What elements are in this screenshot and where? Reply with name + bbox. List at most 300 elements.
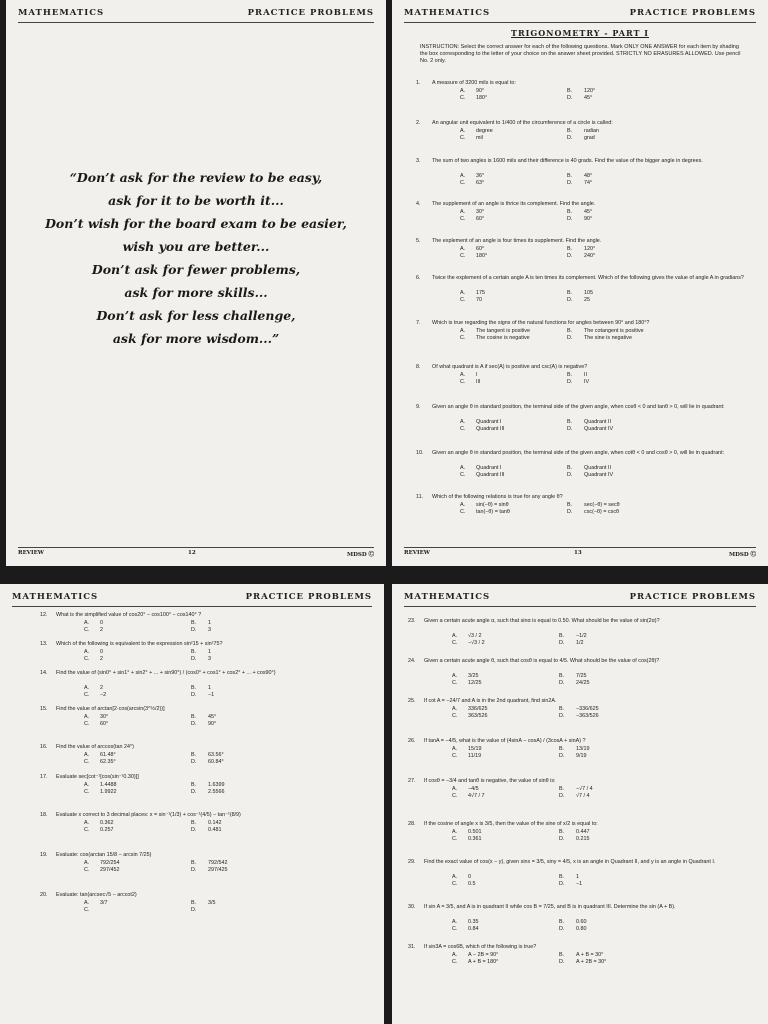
question-number: 31. xyxy=(408,944,416,950)
choice-c: 180° xyxy=(476,253,488,259)
choice-b: sec(−θ) = secθ xyxy=(584,502,620,508)
question-text: Find the value of (sin0° + sin1° + sin2° + ... + sin90°) / (cos0° + cos1° + cos2° + ... + cos90°) xyxy=(56,670,276,676)
choice-b: 3/5 xyxy=(208,900,216,906)
choice-letter: C. xyxy=(460,216,466,222)
choice-letter: B. xyxy=(567,173,573,179)
choice-letter: A. xyxy=(452,829,458,835)
choice-b: 63.56° xyxy=(208,752,224,758)
choice-letter: C. xyxy=(460,379,466,385)
choice-letter: D. xyxy=(559,640,565,646)
choice-a: I xyxy=(476,372,478,378)
question-number: 5. xyxy=(416,238,421,244)
question xyxy=(416,120,752,160)
choice-letter: A. xyxy=(84,820,90,826)
choice-letter: A. xyxy=(84,649,90,655)
choice-letter: A. xyxy=(84,782,90,788)
question-text: Twice the explement of a certain angle A is ten times its complement. Which of the following gives the value of angle A in gradians? xyxy=(432,275,744,281)
choice-d: 9/19 xyxy=(576,753,587,759)
choice-d: A + 2B = 30° xyxy=(576,959,607,965)
choice-d: −1 xyxy=(208,692,215,698)
choice-letter: D. xyxy=(191,627,197,633)
choice-letter: B. xyxy=(567,372,573,378)
question xyxy=(416,450,752,490)
choice-letter: A. xyxy=(460,502,466,508)
choice-c: 60° xyxy=(100,721,109,727)
choice-letter: D. xyxy=(559,753,565,759)
choice-letter: C. xyxy=(84,789,90,795)
choice-a: 0 xyxy=(100,620,103,626)
choice-letter: C. xyxy=(452,753,458,759)
choice-letter: D. xyxy=(191,759,197,765)
choice-letter: A. xyxy=(460,173,466,179)
choice-letter: C. xyxy=(460,135,466,141)
choice-d: 3 xyxy=(208,627,211,633)
choice-a: 60° xyxy=(476,246,485,252)
choice-letter: D. xyxy=(567,135,573,141)
choice-b: 0.60 xyxy=(576,919,587,925)
question-text: Given an angle θ in standard position, the terminal side of the given angle, when cosθ < 0 and tanθ > 0, will lie in quadrant: xyxy=(432,404,725,410)
choice-c: −√3 / 2 xyxy=(468,640,485,646)
choice-letter: B. xyxy=(567,465,573,471)
choice-letter: B. xyxy=(567,290,573,296)
choice-letter: A. xyxy=(452,919,458,925)
choice-letter: A. xyxy=(84,900,90,906)
question-number: 1. xyxy=(416,80,421,86)
choice-c: 0.84 xyxy=(468,926,479,932)
choice-letter: B. xyxy=(567,328,573,334)
question-number: 8. xyxy=(416,364,421,370)
question-text: What is the simplified value of cos20° − cos100° − cos140° ? xyxy=(56,612,202,618)
choice-a: 15/19 xyxy=(468,746,482,752)
choice-a: 336/625 xyxy=(468,706,488,712)
choice-letter: C. xyxy=(460,95,466,101)
choice-letter: D. xyxy=(567,297,573,303)
page-header xyxy=(18,8,374,23)
question-number: 15. xyxy=(40,706,48,712)
choice-letter: C. xyxy=(452,836,458,842)
choice-a: Quadrant I xyxy=(476,419,502,425)
question-text: Evaluate x correct to 3 decimal places: x = sin⁻¹(1/3) + cos⁻¹(4/5) − tan⁻¹(8/9) xyxy=(56,812,241,818)
question xyxy=(40,812,368,852)
choice-letter: D. xyxy=(567,216,573,222)
choice-d: 45° xyxy=(584,95,593,101)
quote-line: ask for more wisdom...” xyxy=(112,331,280,346)
choice-b: −√7 / 4 xyxy=(576,786,593,792)
question-number: 20. xyxy=(40,892,48,898)
page-number: 13 xyxy=(574,550,582,556)
question xyxy=(416,201,752,241)
question-text: Of what quadrant is A if sec(A) is positive and csc(A) is negative? xyxy=(432,364,588,370)
choice-letter: C. xyxy=(84,867,90,873)
question-number: 12. xyxy=(40,612,48,618)
choice-letter: A. xyxy=(460,465,466,471)
choice-a: 0.362 xyxy=(100,820,114,826)
section-title: TRIGONOMETRY - PART I xyxy=(511,28,649,38)
choice-letter: C. xyxy=(84,907,90,913)
choice-d: 0.80 xyxy=(576,926,587,932)
page-practice-problems-3 xyxy=(0,584,384,1024)
choice-letter: B. xyxy=(559,746,565,752)
question-number: 28. xyxy=(408,821,416,827)
question-text: If tanA = −4/5, what is the value of (4sinA − cosA) / (3cosA + sinA) ? xyxy=(424,738,586,744)
choice-b: II xyxy=(584,372,587,378)
choice-d: 3 xyxy=(208,656,211,662)
question-number: 18. xyxy=(40,812,48,818)
choice-b: 1 xyxy=(208,685,211,691)
choice-c: The cosine is negative xyxy=(476,335,530,341)
choice-c: 2 xyxy=(100,627,103,633)
page-practice-problems-4 xyxy=(392,584,768,1024)
question-number: 3. xyxy=(416,158,421,164)
choice-letter: B. xyxy=(191,820,197,826)
page-number: 12 xyxy=(188,550,196,556)
question xyxy=(416,80,752,120)
question-number: 23. xyxy=(408,618,416,624)
choice-letter: C. xyxy=(452,713,458,719)
question-text: Evaluate: tan(arcsec√5 − arccot2) xyxy=(56,892,137,898)
footer-right: MDSD Ⓒ xyxy=(346,552,374,558)
choice-d: Quadrant IV xyxy=(584,472,614,478)
choice-c: 62.35° xyxy=(100,759,116,765)
choice-a: The tangent is positive xyxy=(476,328,530,334)
choice-letter: D. xyxy=(567,335,573,341)
choice-c: 0.5 xyxy=(468,881,476,887)
choice-a: 0.501 xyxy=(468,829,482,835)
choice-letter: A. xyxy=(460,246,466,252)
question xyxy=(40,670,368,710)
choice-letter: A. xyxy=(452,706,458,712)
choice-c: A + B = 180° xyxy=(468,959,499,965)
choice-d: The sine is negative xyxy=(584,335,632,341)
header-title: PRACTICE PROBLEMS xyxy=(629,8,756,18)
choice-letter: A. xyxy=(84,714,90,720)
page-trigonometry-part-1 xyxy=(392,0,768,566)
question-text: Given a certain acute angle α, such that sinα is equal to 0.50. What should be the value of sin(2α)? xyxy=(424,618,660,624)
question-text: Given a certain acute angle θ, such that cosθ is equal to 4/5. What should be the value of cos(2θ)? xyxy=(424,658,660,664)
question-text: Find the value of arctan[2·cos(arcsin(3^½/2))] xyxy=(56,706,165,712)
choice-letter: B. xyxy=(559,952,565,958)
question xyxy=(416,158,752,198)
question xyxy=(40,892,368,932)
choice-a: degree xyxy=(476,128,493,134)
choice-letter: C. xyxy=(460,297,466,303)
choice-a: sin(−θ) = sinθ xyxy=(476,502,509,508)
choice-c: 2 xyxy=(100,656,103,662)
choice-b: 48° xyxy=(584,173,593,179)
choice-d: grad xyxy=(584,135,595,141)
choice-d: 0.481 xyxy=(208,827,222,833)
choice-letter: D. xyxy=(559,926,565,932)
instructions: INSTRUCTION: Select the correct answer for each of the following questions. Mark ONLY ONE ANSWER for each item by shading the box corresponding to the letter of your choice on the answer sheet provided. STRICTLY NO ERASURES ALLOWED. Use pencil No. 2 only. xyxy=(420,44,741,64)
footer-left: REVIEW xyxy=(404,550,430,556)
choice-letter: D. xyxy=(567,253,573,259)
header-subject: MATHEMATICS xyxy=(12,592,99,602)
choice-a: 30° xyxy=(476,209,485,215)
choice-a: 0 xyxy=(468,874,471,880)
question-number: 4. xyxy=(416,201,421,207)
choice-letter: A. xyxy=(84,860,90,866)
choice-letter: D. xyxy=(191,789,197,795)
choice-c: 63° xyxy=(476,180,485,186)
choice-c: 0.361 xyxy=(468,836,482,842)
question-text: If cot A = −24/7 and A is in the 2nd quadrant, find sin2A. xyxy=(424,698,557,704)
choice-letter: D. xyxy=(191,721,197,727)
choice-letter: B. xyxy=(559,633,565,639)
choice-d: 0.215 xyxy=(576,836,590,842)
choice-letter: B. xyxy=(559,673,565,679)
question-number: 2. xyxy=(416,120,421,126)
choice-c: Quadrant III xyxy=(476,426,505,432)
choice-d: 2.5566 xyxy=(208,789,225,795)
question-text: If cosθ = −3/4 and tanθ is negative, the value of sinθ is: xyxy=(424,778,556,784)
choice-letter: D. xyxy=(567,509,573,515)
header-title: PRACTICE PROBLEMS xyxy=(247,8,374,18)
choice-a: 792/254 xyxy=(100,860,120,866)
choice-letter: A. xyxy=(460,328,466,334)
choice-a: 2 xyxy=(100,685,103,691)
question-text: Which is true regarding the signs of the natural functions for angles between 90° and 180°? xyxy=(432,320,650,326)
header-title: PRACTICE PROBLEMS xyxy=(245,592,372,602)
choice-letter: C. xyxy=(452,959,458,965)
choice-letter: A. xyxy=(460,372,466,378)
choice-b: Quadrant II xyxy=(584,419,611,425)
choice-letter: D. xyxy=(191,867,197,873)
choice-a: 0 xyxy=(100,649,103,655)
question-text: If sin3A = cos6B, which of the following is true? xyxy=(424,944,537,950)
choice-letter: D. xyxy=(559,680,565,686)
question xyxy=(408,944,752,984)
choice-b: 45° xyxy=(208,714,217,720)
choice-letter: C. xyxy=(460,472,466,478)
question-number: 24. xyxy=(408,658,416,664)
choice-letter: B. xyxy=(559,919,565,925)
question-text: An angular unit equivalent to 1/400 of the circumference of a circle is called: xyxy=(432,120,613,126)
choice-letter: D. xyxy=(559,836,565,842)
choice-letter: B. xyxy=(567,246,573,252)
choice-c: 70 xyxy=(476,297,482,303)
choice-letter: B. xyxy=(567,128,573,134)
choice-letter: A. xyxy=(84,685,90,691)
choice-a: 1.4488 xyxy=(100,782,117,788)
question-text: Find the exact value of cos(x − y), given sinx = 3/5, siny = 4/5, x is an angle in Quadrant II, and y is an angle in Quadrant I. xyxy=(424,859,716,865)
quote-line: Don’t ask for less challenge, xyxy=(96,308,296,323)
question-number: 19. xyxy=(40,852,48,858)
choice-letter: C. xyxy=(84,827,90,833)
choice-c: Quadrant III xyxy=(476,472,505,478)
choice-b: 120° xyxy=(584,88,596,94)
choice-letter: A. xyxy=(460,419,466,425)
choice-letter: C. xyxy=(452,881,458,887)
choice-letter: A. xyxy=(84,620,90,626)
question xyxy=(408,821,752,861)
quote-line: Don’t ask for fewer problems, xyxy=(91,262,301,277)
choice-letter: D. xyxy=(567,426,573,432)
choice-letter: B. xyxy=(191,620,197,626)
choice-c: 297/452 xyxy=(100,867,120,873)
choice-letter: C. xyxy=(460,180,466,186)
header-subject: MATHEMATICS xyxy=(404,8,491,18)
question xyxy=(416,275,752,315)
choice-b: 105 xyxy=(584,290,593,296)
choice-d: 25 xyxy=(584,297,590,303)
choice-b: Quadrant II xyxy=(584,465,611,471)
question-number: 6. xyxy=(416,275,421,281)
choice-b: 120° xyxy=(584,246,596,252)
choice-letter: A. xyxy=(460,290,466,296)
question xyxy=(40,706,368,746)
choice-letter: B. xyxy=(559,829,565,835)
choice-letter: C. xyxy=(84,656,90,662)
question xyxy=(416,364,752,404)
question-text: Evaluate sec[cot⁻¹[cos(sin⁻¹0.30)]] xyxy=(56,774,139,780)
choice-d: 90° xyxy=(208,721,217,727)
choice-letter: C. xyxy=(452,640,458,646)
page-header xyxy=(12,592,372,607)
choice-letter: B. xyxy=(191,685,197,691)
question xyxy=(416,494,752,534)
choice-letter: B. xyxy=(191,714,197,720)
choice-c: 4√7 / 7 xyxy=(468,793,485,799)
question-text: Given an angle θ in standard position, the terminal side of the given angle, when cotθ < 0 and cosθ > 0, will lie in quadrant: xyxy=(432,450,725,456)
question-text: A measure of 3200 mils is equal to: xyxy=(432,80,516,86)
choice-letter: D. xyxy=(559,793,565,799)
question-text: If sin A = 3/5, and A is in quadrant II while cos B = 7/25, and B is in quadrant III. Determine the sin (A + B). xyxy=(424,904,676,910)
question-text: Evaluate: cos(arctan 15/8 − arcsin 7/25) xyxy=(56,852,152,858)
choice-c: mil xyxy=(476,135,483,141)
choice-d: −363/526 xyxy=(576,713,599,719)
question-number: 29. xyxy=(408,859,416,865)
choice-a: 3/25 xyxy=(468,673,479,679)
choice-d: 297/425 xyxy=(208,867,228,873)
choice-c: 180° xyxy=(476,95,488,101)
question xyxy=(408,698,752,738)
choice-d: 60.84° xyxy=(208,759,224,765)
choice-letter: D. xyxy=(559,881,565,887)
choice-letter: A. xyxy=(452,874,458,880)
quote-line: “Don’t ask for the review to be easy, xyxy=(69,170,323,185)
choice-letter: B. xyxy=(559,786,565,792)
choice-letter: C. xyxy=(460,509,466,515)
choice-letter: B. xyxy=(559,874,565,880)
question-text: Which of the following is equivalent to the expression sin²15 + sin²75? xyxy=(56,641,223,647)
choice-b: 1 xyxy=(208,620,211,626)
choice-c: 363/526 xyxy=(468,713,488,719)
question-number: 9. xyxy=(416,404,421,410)
choice-letter: C. xyxy=(460,253,466,259)
quote-line: ask for it to be worth it... xyxy=(108,193,284,208)
question xyxy=(408,658,752,698)
page-header xyxy=(404,8,756,23)
question-number: 25. xyxy=(408,698,416,704)
header-title: PRACTICE PROBLEMS xyxy=(629,592,756,602)
choice-a: −4/5 xyxy=(468,786,479,792)
choice-letter: B. xyxy=(191,900,197,906)
choice-b: radian xyxy=(584,128,599,134)
choice-a: 3/7 xyxy=(100,900,108,906)
choice-a: 175 xyxy=(476,290,485,296)
choice-d: √7 / 4 xyxy=(576,793,590,799)
choice-a: 30° xyxy=(100,714,109,720)
choice-b: 1 xyxy=(576,874,579,880)
choice-letter: A. xyxy=(460,128,466,134)
question-number: 7. xyxy=(416,320,421,326)
question xyxy=(408,738,752,778)
choice-letter: D. xyxy=(191,907,197,913)
choice-b: A + B = 30° xyxy=(576,952,604,958)
motivational-quote xyxy=(6,166,386,350)
choice-letter: A. xyxy=(452,633,458,639)
question-number: 26. xyxy=(408,738,416,744)
choice-letter: B. xyxy=(191,752,197,758)
choice-letter: C. xyxy=(460,426,466,432)
choice-letter: A. xyxy=(452,786,458,792)
choice-b: 7/25 xyxy=(576,673,587,679)
quote-line: ask for more skills... xyxy=(124,285,268,300)
footer-right: MDSD Ⓒ xyxy=(728,552,756,558)
choice-a: Quadrant I xyxy=(476,465,502,471)
question-number: 10. xyxy=(416,450,424,456)
question-number: 27. xyxy=(408,778,416,784)
question-number: 14. xyxy=(40,670,48,676)
question xyxy=(408,778,752,818)
choice-letter: B. xyxy=(567,502,573,508)
choice-d: 1/2 xyxy=(576,640,584,646)
choice-letter: D. xyxy=(567,472,573,478)
choice-letter: D. xyxy=(559,959,565,965)
choice-b: −336/625 xyxy=(576,706,599,712)
choice-c: 0.257 xyxy=(100,827,114,833)
question-number: 17. xyxy=(40,774,48,780)
choice-d: 74° xyxy=(584,180,593,186)
header-subject: MATHEMATICS xyxy=(18,8,105,18)
choice-b: 0.447 xyxy=(576,829,590,835)
choice-d: Quadrant IV xyxy=(584,426,614,432)
choice-letter: A. xyxy=(84,752,90,758)
choice-letter: B. xyxy=(191,860,197,866)
choice-letter: C. xyxy=(452,926,458,932)
choice-letter: D. xyxy=(567,95,573,101)
choice-letter: B. xyxy=(567,88,573,94)
question xyxy=(416,404,752,444)
choice-letter: C. xyxy=(452,793,458,799)
question xyxy=(40,852,368,892)
choice-letter: B. xyxy=(191,649,197,655)
question-text: The sum of two angles is 1600 mils and their difference is 40 grads. Find the value of the bigger angle in degrees. xyxy=(432,158,703,164)
choice-a: A − 2B = 90° xyxy=(468,952,499,958)
header-subject: MATHEMATICS xyxy=(404,592,491,602)
choice-b: 13/19 xyxy=(576,746,590,752)
question-number: 16. xyxy=(40,744,48,750)
question xyxy=(408,618,752,658)
quote-line: Don’t wish for the board exam to be easier, xyxy=(45,216,347,231)
choice-a: 36° xyxy=(476,173,485,179)
question xyxy=(40,774,368,814)
question-number: 30. xyxy=(408,904,416,910)
choice-b: −1/2 xyxy=(576,633,587,639)
choice-b: 792/542 xyxy=(208,860,228,866)
question xyxy=(416,320,752,360)
question xyxy=(408,904,752,944)
choice-letter: D. xyxy=(559,713,565,719)
choice-b: 45° xyxy=(584,209,593,215)
page-footer xyxy=(18,547,374,558)
choice-letter: C. xyxy=(84,759,90,765)
choice-c: 60° xyxy=(476,216,485,222)
choice-c: 11/19 xyxy=(468,753,482,759)
footer-left: REVIEW xyxy=(18,550,44,556)
question-text: Find the value of arccos(tan 24°) xyxy=(56,744,134,750)
choice-a: 90° xyxy=(476,88,485,94)
